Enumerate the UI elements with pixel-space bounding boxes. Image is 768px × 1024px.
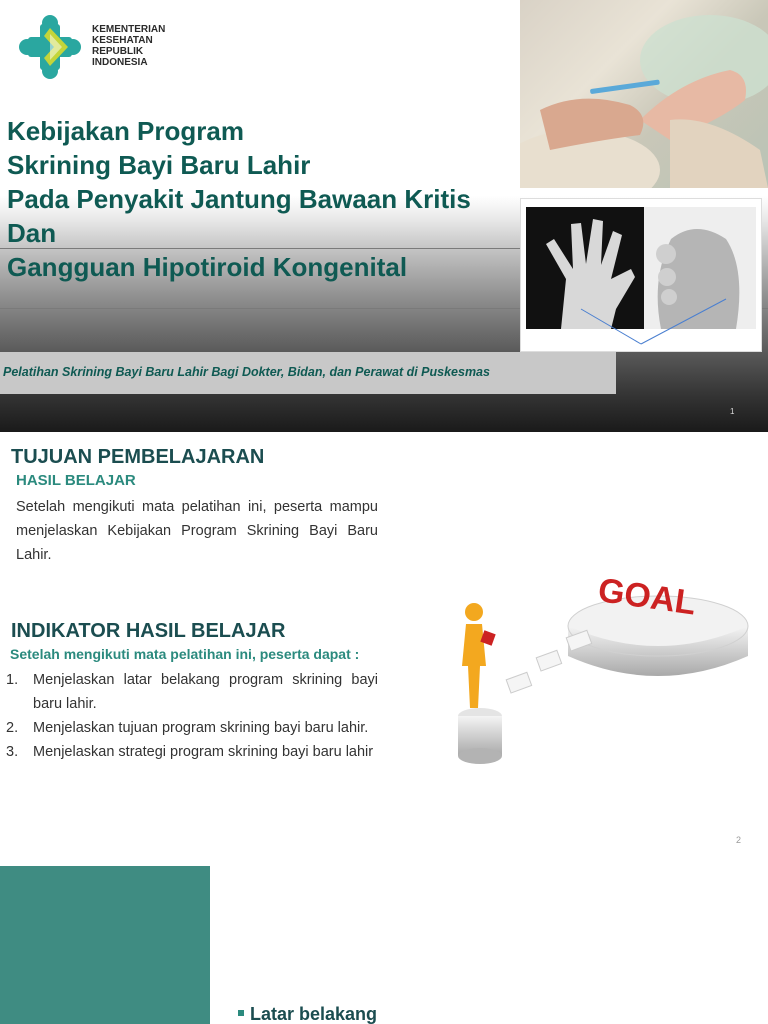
goal-text: GOAL xyxy=(595,571,699,623)
indicators-intro: Setelah mengikuti mata pelatihan ini, peserta dapat : xyxy=(10,646,360,662)
title-line: Skrining Bayi Baru Lahir xyxy=(7,150,311,180)
ministry-name: KEMENTERIAN KESEHATAN REPUBLIK INDONESIA xyxy=(92,24,166,68)
title-line: Dan xyxy=(7,218,57,248)
list-item: 3. Menjelaskan strategi program skrining bayi baru lahir xyxy=(6,744,374,760)
slide-title xyxy=(7,114,527,284)
list-item: 1. Menjelaskan latar belakang program skrining bayi baru lahir. xyxy=(6,672,378,712)
slide-2 xyxy=(0,432,768,864)
learning-outcome-text: Setelah mengikuti mata pelatihan ini, peserta mampu menjelaskan Kebijakan Program Skrining Bayi Baru Lahir. xyxy=(16,499,378,563)
kemenkes-logo-icon xyxy=(18,14,82,80)
heading-learning-outcome: HASIL BELAJAR xyxy=(16,472,136,489)
slide-3 xyxy=(0,864,768,1024)
title-line: Kebijakan Program xyxy=(7,116,244,146)
title-line: Gangguan Hipotiroid Kongenital xyxy=(7,252,408,282)
goal-illustration xyxy=(418,536,760,784)
hand-foot-photo xyxy=(520,198,762,352)
bullet-icon xyxy=(238,1010,244,1016)
heading-indicators: INDIKATOR HASIL BELAJAR xyxy=(11,620,286,642)
slide-1 xyxy=(0,0,768,432)
indicator-list xyxy=(6,668,378,764)
page-number: 2 xyxy=(736,835,742,845)
slide-subtitle: Pelatihan Skrining Bayi Baru Lahir Bagi Dokter, Bidan, dan Perawat di Puskesmas xyxy=(3,365,490,379)
heading-learning-goals: TUJUAN PEMBELAJARAN xyxy=(11,446,265,468)
list-item: Latar belakang xyxy=(238,1004,377,1024)
teal-side-panel xyxy=(0,866,210,1024)
list-item: 2. Menjelaskan tujuan program skrining bayi baru lahir. xyxy=(6,720,369,736)
title-line: Pada Penyakit Jantung Bawaan Kritis xyxy=(7,184,471,214)
page-number: 1 xyxy=(730,407,735,416)
newborn-heel-photo xyxy=(520,0,768,188)
